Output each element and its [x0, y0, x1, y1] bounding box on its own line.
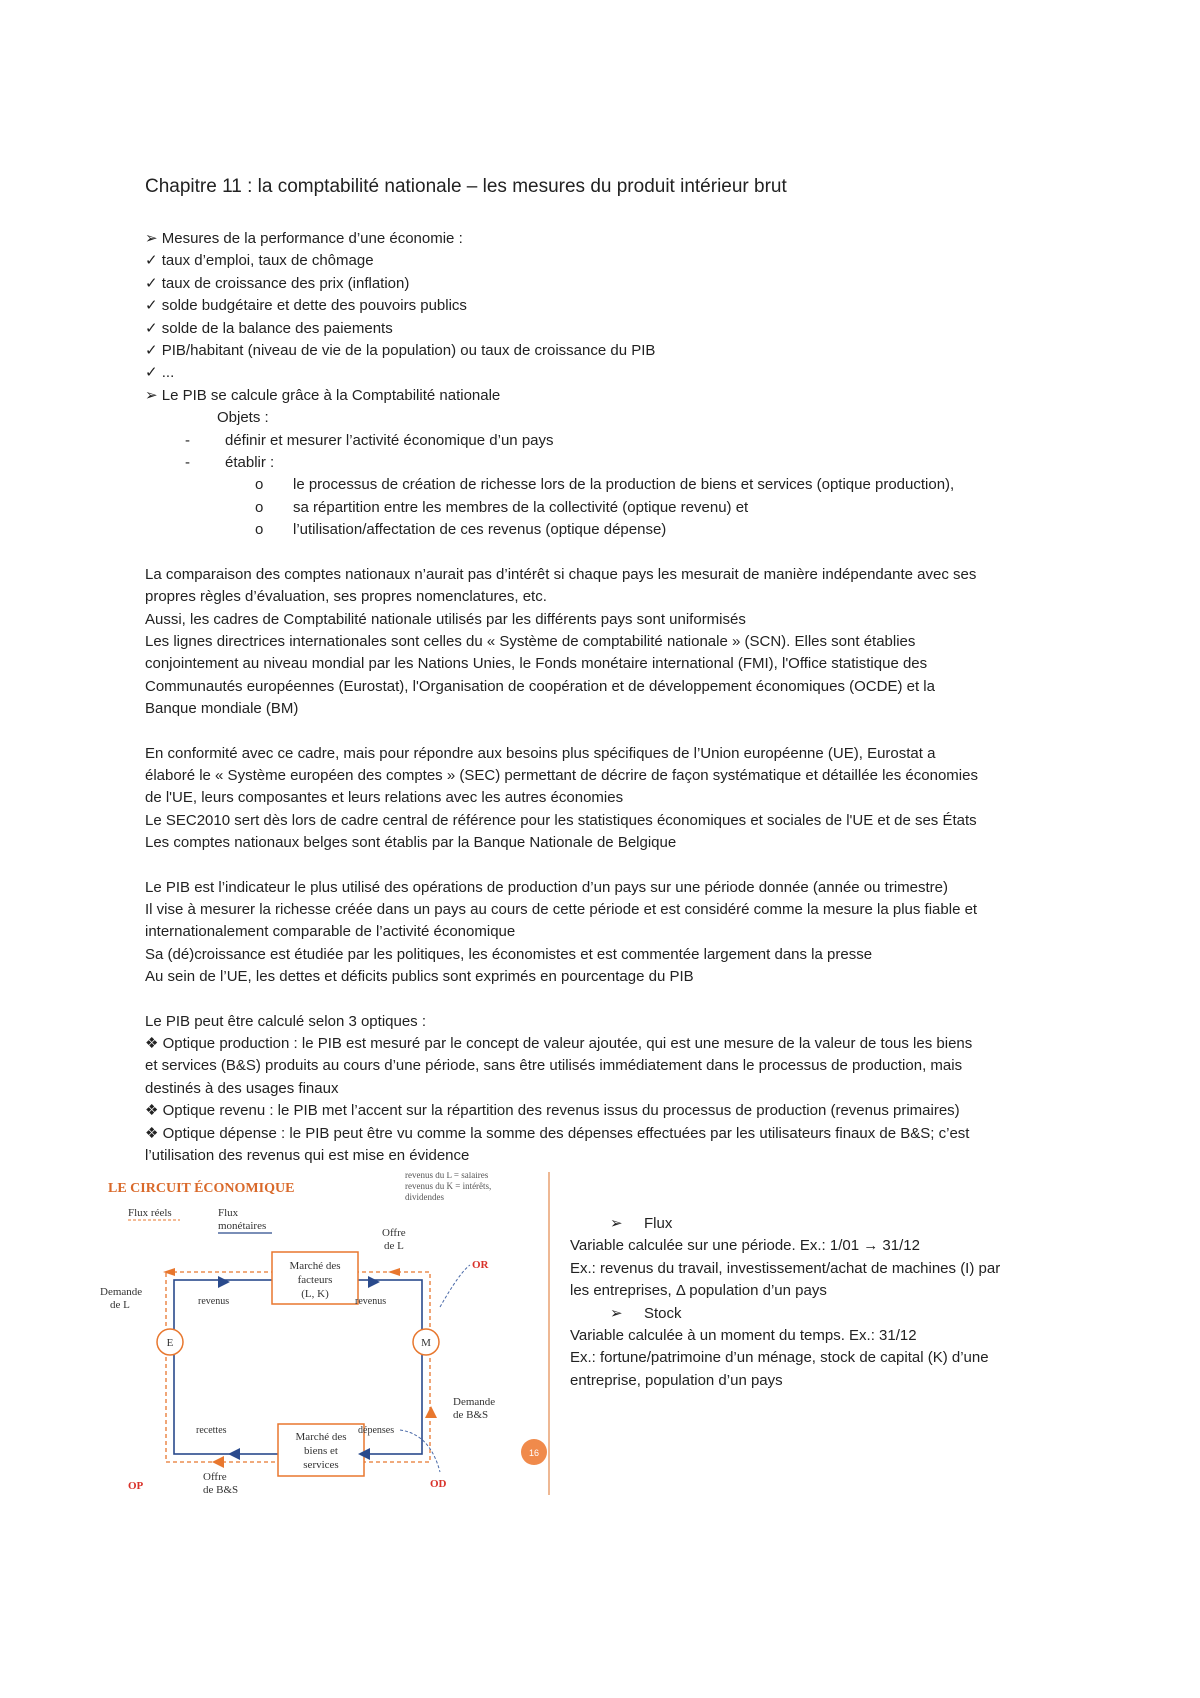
circuit-svg	[100, 1172, 552, 1495]
legend-real-flows: Flux réels	[128, 1207, 172, 1219]
note-interest: revenus du K = intérêts,	[405, 1181, 492, 1191]
paragraph-line: Au sein de l’UE, les dettes et déficits publics sont exprimés en pourcentage du PIB	[145, 968, 694, 986]
paragraph-line: élaboré le « Système européen des comptes » (SEC) permettant de décrire de façon systématique et détaillée les économies	[145, 766, 978, 784]
stock-line: Variable calculée à un moment du temps. Ex.: 31/12	[570, 1327, 917, 1345]
supply-goods-2: de B&S	[203, 1484, 239, 1495]
dash-item-text: définir et mesurer l’activité économique d’un pays	[225, 431, 554, 449]
stock-label: Stock	[644, 1304, 682, 1322]
demand-labour-1: Demande	[100, 1286, 143, 1298]
factors-market-label-1: Marché des	[289, 1260, 341, 1272]
flow-label-receipts: recettes	[196, 1425, 227, 1436]
flow-label-revenue-left: revenus	[198, 1296, 230, 1307]
goods-market-label-2: biens et	[304, 1445, 338, 1457]
note-dividends: dividendes	[405, 1192, 444, 1202]
paragraph-line: Les comptes nationaux belges sont établis par la Banque Nationale de Belgique	[145, 834, 677, 852]
diagram-title: LE CIRCUIT ÉCONOMIQUE	[108, 1181, 295, 1196]
check-item: ✓ PIB/habitant (niveau de vie de la population) ou taux de croissance du PIB	[145, 342, 656, 360]
goods-market-label-3: services	[303, 1459, 339, 1471]
check-item: ✓ solde budgétaire et dette des pouvoirs publics	[145, 297, 467, 315]
paragraph-line: l’utilisation des revenus qui est mise en évidence	[145, 1147, 470, 1165]
performance-section	[145, 228, 1075, 1167]
dash-marker: -	[185, 431, 190, 449]
legend-money-flows-2: monétaires	[218, 1220, 267, 1232]
paragraph-comparison	[145, 564, 1075, 721]
slide-number: 16	[528, 1448, 540, 1458]
paragraph-line: ❖ Optique revenu : le PIB met l’accent sur la répartition des revenus issus du processus de production (revenus primaires)	[145, 1102, 960, 1120]
households-node-label: M	[421, 1337, 431, 1349]
flux-line: Variable calculée sur une période. Ex.: 1/01 → 31/12	[570, 1237, 920, 1255]
arrow-bullet-icon: ➢	[610, 1215, 623, 1232]
dash-item-text: établir :	[225, 454, 275, 472]
paragraph-line: Les lignes directrices internationales sont celles du « Système de comptabilité nationale » (SCN). Elles sont établies	[145, 632, 916, 650]
arrow-bullet-icon: ➢	[610, 1304, 623, 1322]
sub-item	[145, 497, 1075, 519]
sub-item	[145, 474, 1075, 496]
paragraph-line: Banque mondiale (BM)	[145, 700, 299, 718]
supply-labour-1: Offre	[382, 1227, 406, 1239]
dash-marker: -	[185, 454, 190, 472]
factors-market-label-2: facteurs	[297, 1274, 333, 1286]
bullet-marker: o	[255, 476, 264, 494]
paragraph-line: de l'UE, leurs composantes et leurs relations avec les autres économies	[145, 789, 624, 807]
demand-goods-2: de B&S	[453, 1409, 489, 1421]
demand-goods-1: Demande	[453, 1396, 496, 1408]
section-heading: ➢ Mesures de la performance d’une économie :	[145, 230, 463, 247]
stock-heading	[570, 1303, 1070, 1325]
paragraph-line: et services (B&S) produits au cours d’une période, sans être utilisés immédiatement dans le processus de production, mais	[145, 1057, 963, 1075]
note-wages: revenus du L = salaires	[405, 1172, 489, 1180]
dash-item	[145, 430, 1075, 452]
factors-market-label-3: (L, K)	[301, 1288, 329, 1300]
stock-line: entreprise, population d’un pays	[570, 1371, 783, 1389]
check-item: ✓ solde de la balance des paiements	[145, 319, 393, 337]
check-item: ✓ taux de croissance des prix (inflation)	[145, 274, 410, 292]
page-title: Chapitre 11 : la comptabilité nationale – les mesures du produit intérieur brut	[145, 176, 787, 197]
label-od: OD	[430, 1478, 447, 1490]
flux-line: Ex.: revenus du travail, investissement/achat de machines (I) par	[570, 1259, 1001, 1277]
dash-item	[145, 452, 1075, 474]
check-item: ✓ ...	[145, 364, 175, 382]
bullet-marker: o	[255, 521, 264, 539]
paragraph-line: Communautés européennes (Eurostat), l'Organisation de coopération et de développement économiques (OCDE) et la	[145, 677, 935, 695]
paragraph-line: Le PIB peut être calculé selon 3 optiques :	[145, 1012, 427, 1030]
paragraph-line: Il vise à mesurer la richesse créée dans un pays au cours de cette période et est considéré comme la mesure la plus fiable et	[145, 900, 978, 918]
label-op: OP	[128, 1480, 144, 1492]
supply-goods-1: Offre	[203, 1471, 227, 1483]
flux-heading	[570, 1213, 1070, 1235]
supply-labour-2: de L	[384, 1240, 404, 1252]
paragraph-line: destinés à des usages finaux	[145, 1079, 339, 1097]
flux-stock-notes	[570, 1213, 1070, 1392]
sub-item-text: sa répartition entre les membres de la collectivité (optique revenu) et	[293, 498, 749, 516]
flux-label: Flux	[644, 1215, 673, 1232]
demand-labour-2: de L	[110, 1299, 130, 1311]
flow-label-expenses: dépenses	[358, 1425, 395, 1436]
paragraph-line: ❖ Optique dépense : le PIB peut être vu comme la somme des dépenses effectuées par les utilisateurs finaux de B&S; c’est	[145, 1124, 970, 1142]
paragraph-sec	[145, 743, 1075, 855]
paragraph-line: ❖ Optique production : le PIB est mesuré par le concept de valeur ajoutée, qui est une mesure de la valeur de tous les biens	[145, 1035, 973, 1052]
legend-money-flows: Flux	[218, 1207, 239, 1219]
paragraph-line: En conformité avec ce cadre, mais pour répondre aux besoins plus spécifiques de l’Union européenne (UE), Eurostat a	[145, 744, 936, 762]
stock-line: Ex.: fortune/patrimoine d’un ménage, stock de capital (K) d’une	[570, 1349, 989, 1367]
objets-label: Objets :	[217, 409, 269, 427]
check-item: ✓ taux d’emploi, taux de chômage	[145, 252, 374, 270]
paragraph-optiques	[145, 1011, 1075, 1168]
paragraph-line: propres règles d’évaluation, ses propres nomenclatures, etc.	[145, 588, 547, 606]
flow-label-revenue-right: revenus	[355, 1296, 387, 1307]
paragraph-line: Sa (dé)croissance est étudiée par les politiques, les économistes et est commentée largement dans la presse	[145, 945, 873, 963]
paragraph-line: La comparaison des comptes nationaux n’aurait pas d’intérêt si chaque pays les mesurait de manière indépendante avec ses	[145, 565, 977, 583]
sub-item-text: l’utilisation/affectation de ces revenus (optique dépense)	[293, 521, 667, 539]
paragraph-line: Le PIB est l’indicateur le plus utilisé des opérations de production d’un pays sur une période donnée (année ou trimestre)	[145, 878, 948, 896]
paragraph-line: internationalement comparable de l’activité économique	[145, 923, 516, 941]
sub-item	[145, 519, 1075, 541]
paragraph-pib	[145, 877, 1075, 989]
section-heading: ➢ Le PIB se calcule grâce à la Comptabilité nationale	[145, 386, 501, 404]
paragraph-line: conjointement au niveau mondial par les Nations Unies, le Fonds monétaire international (FMI), l'Office statistique des	[145, 655, 928, 673]
paragraph-line: Le SEC2010 sert dès lors de cadre central de référence pour les statistiques économiques et sociales de l'UE et de ses États	[145, 811, 977, 829]
enterprises-node-label: E	[166, 1337, 174, 1349]
goods-market-label-1: Marché des	[295, 1431, 347, 1443]
bullet-marker: o	[255, 498, 264, 516]
paragraph-line: Aussi, les cadres de Comptabilité nationale utilisés par les différents pays sont uniformisés	[145, 610, 746, 628]
sub-item-text: le processus de création de richesse lors de la production de biens et services (optique production),	[293, 476, 955, 494]
circuit-diagram	[100, 1172, 552, 1495]
label-or: OR	[472, 1259, 489, 1271]
flux-line: les entreprises, Δ population d’un pays	[570, 1282, 827, 1300]
